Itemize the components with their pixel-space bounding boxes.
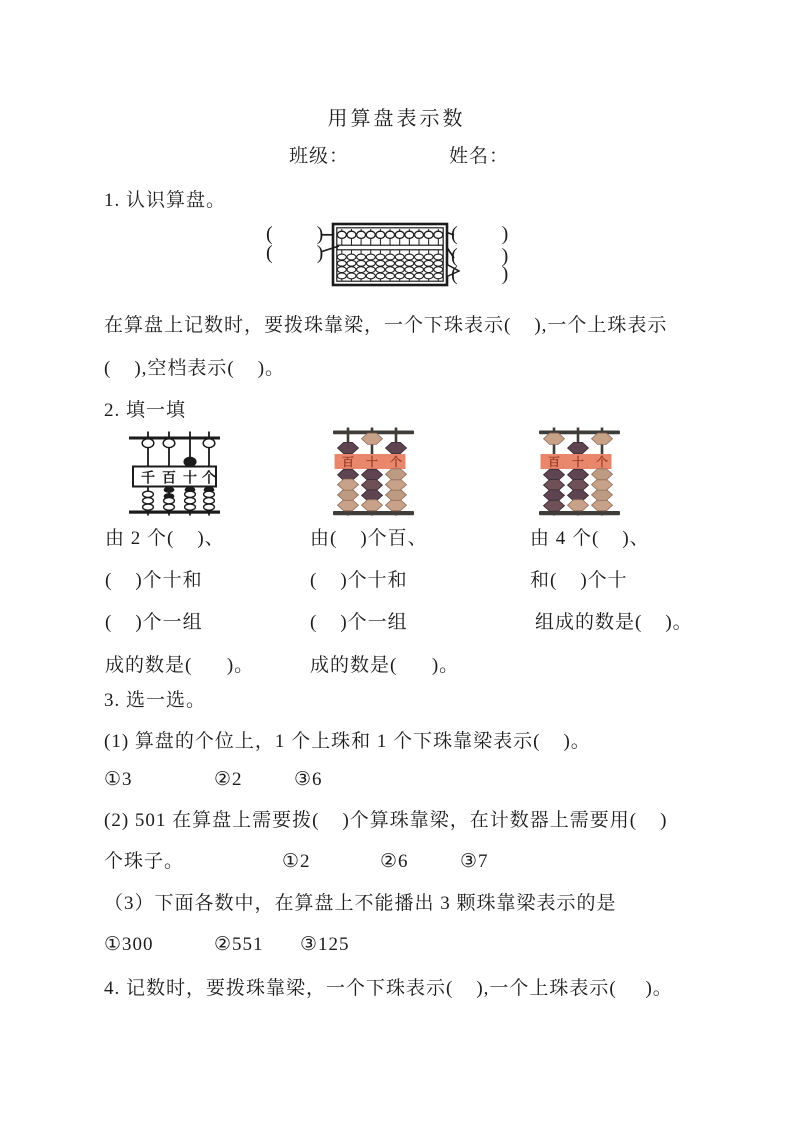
q4-text: 4. 记数时，要拨珠靠梁，一个下珠表示( ),一个上珠表示( )。 [104,978,673,999]
q1-blank-right-bottom: ( ) [451,263,511,285]
svg-text:十: 十 [183,471,197,487]
q2-col3-line2: 和( )个十 [530,570,628,591]
q3-item1-option-2: ②2 [214,769,243,790]
q1-text-line2: ( ),空档表示( )。 [104,358,286,379]
svg-text:个: 个 [389,454,403,469]
q1-text-line1: 在算盘上记数时，要拨珠靠梁，一个下珠表示( ),一个上珠表示 [104,315,668,336]
q2-col2-line1: 由( )个百、 [310,528,428,549]
q2-col3-line3: 组成的数是( )。 [535,612,693,633]
q3-item1-text: (1) 算盘的个位上，1 个上珠和 1 个下珠靠梁表示( )。 [104,731,591,752]
q1-heading: 1. 认识算盘。 [104,190,227,211]
q3-item1-option-1: ①3 [104,769,133,790]
q2-col2-line4: 成的数是( )。 [310,655,460,676]
svg-text:百: 百 [547,454,561,469]
q2-abacus-figure-3 [538,424,623,522]
q1-blank-right-middle: ( ) [451,245,511,267]
q2-col2-line3: ( )个一组 [310,612,408,633]
name-label: 姓名： [449,146,510,167]
class-label: 班级： [289,146,350,167]
q3-item1-option-3: ③6 [294,769,323,790]
q2-abacus-figure-2 [332,424,417,522]
q3-item3-text: （3）下面各数中，在算盘上不能播出 3 颗珠靠梁表示的是 [104,893,617,914]
q2-col2-line2: ( )个十和 [310,570,408,591]
q3-heading: 3. 选一选。 [104,690,207,711]
svg-text:十: 十 [365,454,379,469]
q3-item3-option-1: ①300 [104,934,154,955]
svg-text:千: 千 [141,471,155,487]
q2-col1-line2: ( )个十和 [105,570,203,591]
q3-item2-text2: 个珠子。 [104,851,185,872]
q2-col1-line3: ( )个一组 [105,612,203,633]
svg-text:百: 百 [341,454,355,469]
q1-blank-right-top: ( ) [451,223,511,245]
q2-col3-line1: 由 4 个( )、 [530,528,650,549]
q3-item3-option-2: ②551 [214,934,264,955]
q2-col1-line4: 成的数是( )。 [105,655,255,676]
page-title: 用算盘表示数 [327,108,466,130]
q3-item2-option-2: ②6 [380,851,409,872]
svg-text:个: 个 [595,454,609,469]
q3-item2-option-3: ③7 [460,851,489,872]
q2-abacus-figure-1 [122,430,227,522]
svg-text:十: 十 [571,454,585,469]
q3-item2-text: (2) 501 在算盘上需要拨( )个算珠靠梁，在计数器上需要用( ) [104,810,668,831]
q2-col1-line1: 由 2 个( )、 [105,528,225,549]
q1-blank-left-bottom: ( ) [266,242,326,264]
svg-text:个: 个 [202,471,216,487]
q1-blank-left-top: ( ) [266,223,326,245]
svg-text:百: 百 [162,471,176,487]
q3-item2-option-1: ①2 [282,851,311,872]
q3-item3-option-3: ③125 [300,934,350,955]
q2-heading: 2. 填一填 [104,400,187,421]
